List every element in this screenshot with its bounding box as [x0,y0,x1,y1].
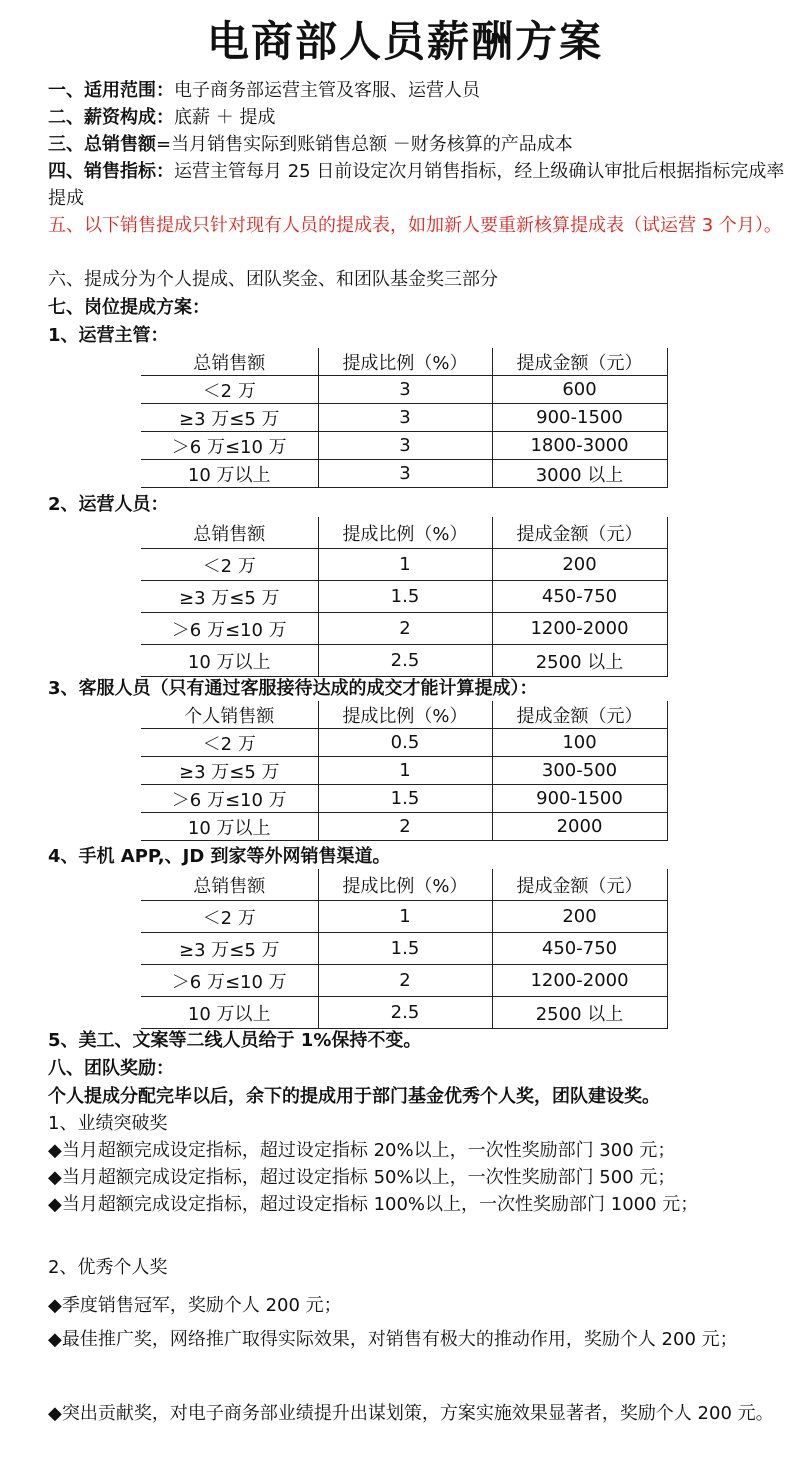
table-cell: 2.5 [318,645,492,677]
table-cell: 450-750 [492,933,667,965]
table-row [141,376,667,404]
table-row [141,729,667,757]
table-row [141,965,667,997]
table-cell: 10 万以上 [141,645,318,677]
table-cell: ＞6 万≤10 万 [141,965,318,997]
table2-heading: 2、运营人员： [48,494,169,515]
table-cell: 2 [318,613,492,645]
table-cell: 2 [318,813,492,841]
table-cell: 10 万以上 [141,997,318,1029]
table-row [141,901,667,933]
plan-heading: 七、岗位提成方案： [48,297,210,318]
structure-line [48,104,793,131]
table-cell: 200 [492,901,667,933]
total-text: =当月销售实际到账销售总额 －财务核算的产品成本 [156,134,573,155]
table-cell: ＜2 万 [141,549,318,581]
table-header-cell: 总销售额 [141,517,318,549]
commission-table-customer-service [141,701,668,841]
table-cell: 600 [492,376,667,404]
table-cell: ＞6 万≤10 万 [141,613,318,645]
table-header-cell: 提成金额（元） [492,869,667,901]
table-row [141,813,667,841]
table-cell: 10 万以上 [141,813,318,841]
excellent-heading: 2、优秀个人奖 [48,1257,168,1278]
commission-table-online-channels [141,869,668,1029]
table-header-cell: 总销售额 [141,348,318,376]
table-cell: 1800-3000 [492,432,667,460]
table-cell: 1.5 [318,581,492,613]
table-row [141,645,667,677]
table-row [141,997,667,1029]
table-row [141,404,667,432]
bullet-outstanding-contribution: ◆突出贡献奖，对电子商务部业绩提升出谋划策，方案实施效果显著者，奖励个人 200 元。 [48,1403,774,1424]
bullet-100pct: ◆当月超额完成设定指标，超过设定指标 100%以上，一次性奖励部门 1000 元； [48,1194,699,1215]
table-cell: 200 [492,549,667,581]
total-line [48,131,793,158]
scope-text: 电子商务部运营主管及客服、运营人员 [174,80,480,101]
table-cell: ＞6 万≤10 万 [141,785,318,813]
table-header-cell: 提成金额（元） [492,701,667,729]
table-cell: 300-500 [492,757,667,785]
table-header-cell: 提成比例（%） [318,869,492,901]
notice-line: 五、以下销售提成只针对现有人员的提成表，如加新人要重新核算提成表（试运营 3 个月）。 [48,215,782,236]
table-header-cell: 总销售额 [141,869,318,901]
table3-heading: 3、客服人员（只有通过客服接待达成的成交才能计算提成）： [48,678,538,699]
table-cell: ＜2 万 [141,729,318,757]
table-row [141,785,667,813]
table-row [141,432,667,460]
table-header-cell: 提成比例（%） [318,348,492,376]
table-cell: ≥3 万≤5 万 [141,933,318,965]
table-cell: 10 万以上 [141,460,318,488]
table1-heading: 1、运营主管： [48,325,169,346]
table-row [141,460,667,488]
table-header-row [141,869,667,901]
parts-line: 六、提成分为个人提成、团队奖金、和团队基金奖三部分 [48,269,498,290]
table-cell: 450-750 [492,581,667,613]
commission-table-ops-staff [141,517,668,677]
total-label: 三、总销售额 [48,134,156,155]
table-cell: 1 [318,901,492,933]
table-cell: 2.5 [318,997,492,1029]
team-heading: 八、团队奖励： [48,1058,174,1079]
table-cell: 1.5 [318,785,492,813]
table-header-cell: 提成金额（元） [492,517,667,549]
page-title: 电商部人员薪酬方案 [206,17,603,66]
table-cell: 3 [318,432,492,460]
art-staff-line: 5、美工、文案等二线人员给于 1%保持不变。 [48,1030,422,1051]
table-header-row [141,517,667,549]
bullet-20pct: ◆当月超额完成设定指标，超过设定指标 20%以上，一次性奖励部门 300 元； [48,1140,676,1161]
table-cell: 2500 以上 [492,997,667,1029]
breakthrough-heading: 1、业绩突破奖 [48,1113,168,1134]
team-intro: 个人提成分配完毕以后，余下的提成用于部门基金优秀个人奖，团队建设奖。 [48,1086,660,1107]
table-cell: ＞6 万≤10 万 [141,432,318,460]
table-cell: 1 [318,757,492,785]
target-text: 运营主管每月 25 日前设定次月销售指标，经上级确认审批后根据指标完成率提成 [48,161,785,209]
table-cell: 0.5 [318,729,492,757]
table-row [141,549,667,581]
table-cell: 900-1500 [492,404,667,432]
structure-text: 底薪 ＋ 提成 [174,107,276,128]
target-line [48,158,793,212]
table-header-row [141,348,667,376]
scope-line [48,77,793,104]
table-row [141,613,667,645]
table-header-cell: 提成比例（%） [318,701,492,729]
table-header-cell: 提成金额（元） [492,348,667,376]
table-cell: ＜2 万 [141,376,318,404]
structure-label: 二、薪资构成： [48,107,174,128]
table-header-cell: 个人销售额 [141,701,318,729]
commission-table-ops-manager [141,348,668,488]
table-header-cell: 提成比例（%） [318,517,492,549]
table-cell: 3 [318,460,492,488]
table-cell: 3 [318,404,492,432]
table-cell: 2 [318,965,492,997]
bullet-sales-champion: ◆季度销售冠军，奖励个人 200 元； [48,1295,342,1316]
table-cell: ≥3 万≤5 万 [141,757,318,785]
table-row [141,933,667,965]
table-cell: 1.5 [318,933,492,965]
target-label: 四、销售指标： [48,161,174,182]
table-cell: 100 [492,729,667,757]
table-cell: 1200-2000 [492,613,667,645]
table-cell: 900-1500 [492,785,667,813]
table-cell: 1200-2000 [492,965,667,997]
table-header-row [141,701,667,729]
table-cell: ≥3 万≤5 万 [141,404,318,432]
table-row [141,757,667,785]
table4-heading: 4、手机 APP,、JD 到家等外网销售渠道。 [48,846,391,867]
table-cell: 3 [318,376,492,404]
bullet-best-promotion: ◆最佳推广奖，网络推广取得实际效果，对销售有极大的推动作用，奖励个人 200 元； [48,1329,738,1350]
table-cell: 3000 以上 [492,460,667,488]
table-cell: 1 [318,549,492,581]
bullet-50pct: ◆当月超额完成设定指标，超过设定指标 50%以上，一次性奖励部门 500 元； [48,1167,676,1188]
table-cell: 2000 [492,813,667,841]
table-cell: 2500 以上 [492,645,667,677]
scope-label: 一、适用范围： [48,80,174,101]
table-cell: ＜2 万 [141,901,318,933]
table-row [141,581,667,613]
table-cell: ≥3 万≤5 万 [141,581,318,613]
